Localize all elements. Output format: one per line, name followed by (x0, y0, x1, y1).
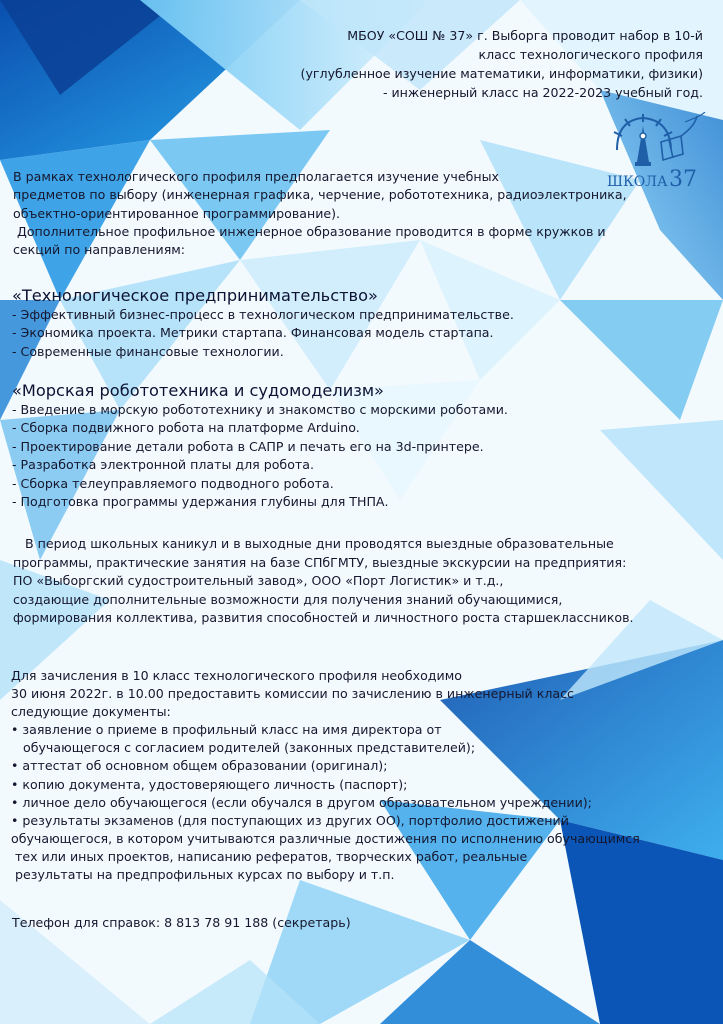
enrollment-line: результаты на предпрофильных курсах по выбору и т.п. (11, 867, 395, 883)
enrollment-line: • личное дело обучающегося (если обучался в другом образовательном учреждении); (11, 794, 592, 810)
list-item: - Эффективный бизнес-процесс в технологическом предпринимательстве. (12, 307, 514, 322)
list-item: - Введение в морскую робототехнику и знакомство с морскими роботами. (12, 402, 508, 417)
enrollment-line: тех или иных проектов, написанию рефератов, творческих работ, реальные (11, 848, 528, 864)
logo-number-text: 37 (669, 167, 697, 190)
announcement-header (183, 26, 703, 102)
header-line: (углубленное изучение математики, информатики, физики) (300, 66, 703, 81)
intro-line: В рамках технологического профиля предполагается изучение учебных (13, 169, 499, 184)
enrollment-line: обучающегося, в котором учитываются различные достижения по исполнению обучающимся (11, 830, 640, 846)
enrollment-line: следующие документы: (11, 704, 171, 720)
intro-line: объектно-ориентированное программирование). (13, 205, 341, 221)
trips-line: программы, практические занятия на базе СПбГМТУ, выездные экскурсии на предприятия: (13, 554, 627, 570)
header-line: - инженерный класс на 2022-2023 учебный год. (382, 85, 703, 100)
intro-paragraph (13, 168, 703, 259)
enrollment-line: Для зачисления в 10 класс технологического профиля необходимо (11, 668, 462, 683)
section-list (12, 401, 702, 511)
list-item: - Сборка подвижного робота на платформе Arduino. (12, 420, 360, 436)
trips-line: В период школьных каникул и в выходные дни проводятся выездные образовательные (13, 536, 614, 551)
enrollment-line: • копию документа, удостоверяющего личность (паспорт); (11, 776, 408, 792)
header-line: МБОУ «СОШ № 37» г. Выборга проводит набор в 10-й (347, 28, 703, 43)
trips-line: формирования коллектива, развития способностей и личностного роста старшеклассников. (13, 610, 634, 626)
contact-phone: Телефон для справок: 8 813 78 91 188 (секретарь) (12, 915, 351, 930)
trips-paragraph (13, 535, 708, 628)
section-list (12, 306, 702, 361)
section-title: «Морская робототехника и судомоделизм» (12, 381, 384, 400)
header-line: класс технологического профиля (478, 47, 703, 62)
enrollment-line: • аттестат об основном общем образовании (оригинал); (11, 758, 388, 774)
list-item: - Экономика проекта. Метрики стартапа. Финансовая модель стартапа. (12, 325, 494, 341)
enrollment-line: • результаты экзаменов (для поступающих из других ОО), портфолио достижений (11, 812, 569, 828)
trips-line: ПО «Выборгский судостроительный завод», ООО «Порт Логистик» и т.д., (13, 573, 504, 589)
section-marine-robotics (12, 381, 702, 511)
list-item: - Разработка электронной платы для робота. (12, 457, 314, 473)
enrollment-line: • заявление о приеме в профильный класс на имя директора от (11, 722, 442, 738)
logo-school-text: ШКОЛА (607, 174, 668, 190)
trips-line: создающие дополнительные возможности для получения знаний обучающимися, (13, 591, 563, 607)
list-item: - Подготовка программы удержания глубины для ТНПА. (12, 494, 389, 510)
section-title: «Технологическое предпринимательство» (12, 286, 378, 305)
enrollment-paragraph (11, 667, 711, 884)
intro-line: предметов по выбору (инженерная графика, черчение, робототехника, радиоэлектроника, (13, 187, 627, 203)
list-item: - Проектирование детали робота в САПР и печать его на 3d-принтере. (12, 438, 484, 454)
intro-line: Дополнительное профильное инженерное образование проводится в форме кружков и (13, 223, 606, 239)
intro-line: секций по направлениям: (13, 242, 186, 258)
list-item: - Современные финансовые технологии. (12, 343, 284, 359)
enrollment-line: обучающегося с согласием родителей (законных представителей); (11, 740, 476, 756)
section-tech-entrepreneurship (12, 286, 702, 361)
enrollment-line: 30 июня 2022г. в 10.00 предоставить комиссии по зачислению в инженерный класс (11, 686, 574, 702)
list-item: - Сборка телеуправляемого подводного робота. (12, 475, 334, 491)
